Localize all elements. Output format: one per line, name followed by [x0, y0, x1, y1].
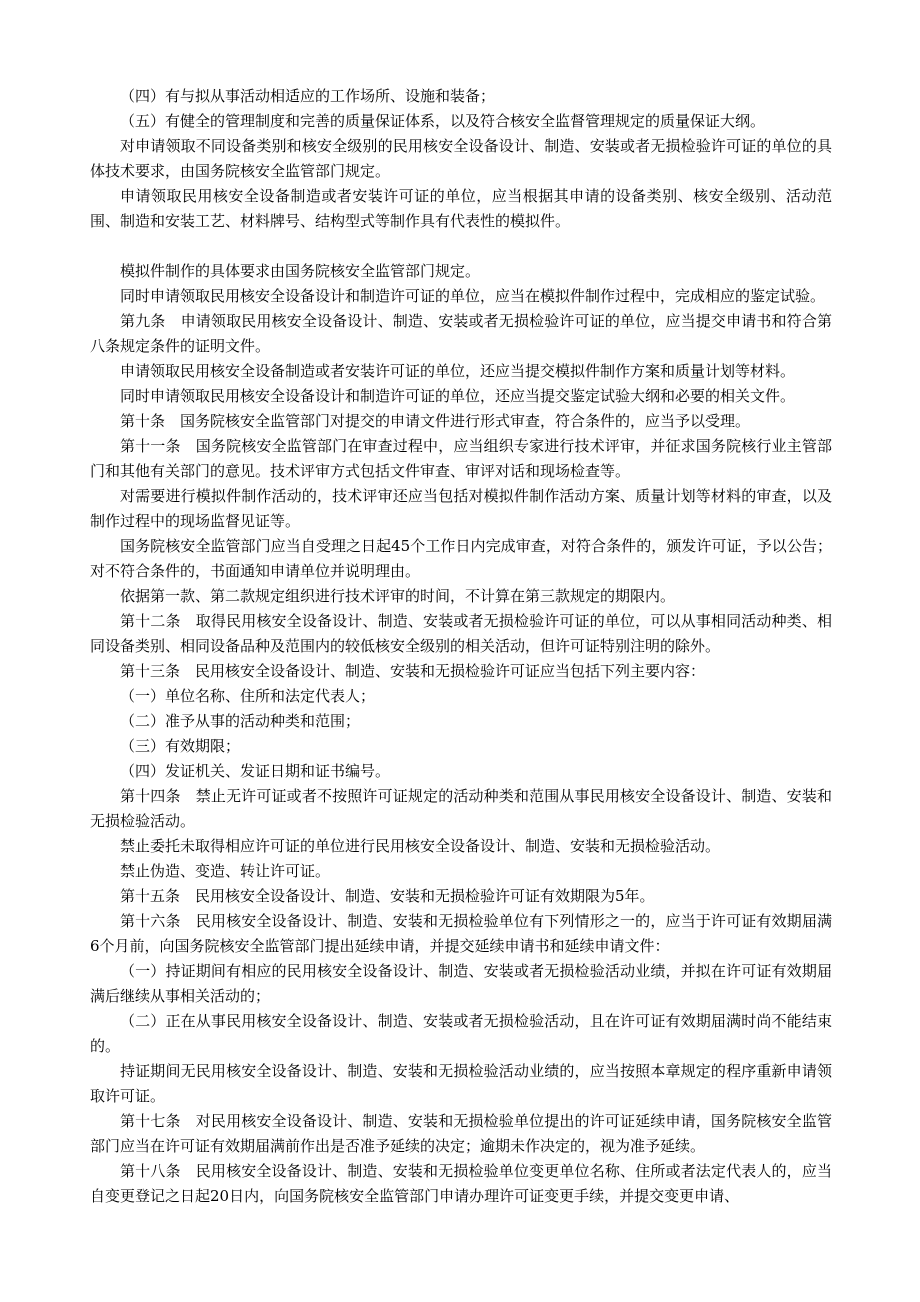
paragraph: 模拟件制作的具体要求由国务院核安全监管部门规定。	[120, 262, 481, 280]
paragraph: 对申请领取不同设备类别和核安全级别的民用核安全设备设计、制造、安装或者无损检验许可证的单位的具体技术要求，由国务院核安全监管部门规定。	[90, 137, 832, 180]
paragraph: 第九条 申请领取民用核安全设备设计、制造、安装或者无损检验许可证的单位，应当提交申请书和符合第八条规定条件的证明文件。	[90, 312, 832, 355]
paragraph: 第十八条 民用核安全设备设计、制造、安装和无损检验单位变更单位名称、住所或者法定代表人的，应当自变更登记之日起20日内，向国务院核安全监管部门申请办理许可证变更手续，并提交变更申请、	[90, 1162, 832, 1205]
paragraph: 第十一条 国务院核安全监管部门在审查过程中，应当组织专家进行技术评审，并征求国务院核行业主管部门和其他有关部门的意见。技术评审方式包括文件审查、审评对话和现场检查等。	[90, 437, 832, 480]
paragraph: 第十六条 民用核安全设备设计、制造、安装和无损检验单位有下列情形之一的，应当于许可证有效期届满6个月前，向国务院核安全监管部门提出延续申请，并提交延续申请书和延续申请文件：	[90, 912, 832, 955]
paragraph: （五）有健全的管理制度和完善的质量保证体系，以及符合核安全监督管理规定的质量保证大纲。	[120, 112, 766, 130]
paragraph: 禁止伪造、变造、转让许可证。	[120, 862, 331, 880]
paragraph: （二）正在从事民用核安全设备设计、制造、安装或者无损检验活动，且在许可证有效期届满时尚不能结束的。	[90, 1012, 832, 1055]
paragraph: 国务院核安全监管部门应当自受理之日起45个工作日内完成审查，对符合条件的，颁发许可证，予以公告；对不符合条件的，书面通知申请单位并说明理由。	[90, 537, 832, 580]
paragraph: 同时申请领取民用核安全设备设计和制造许可证的单位，应当在模拟件制作过程中，完成相应的鉴定试验。	[120, 287, 826, 305]
paragraph: 第十七条 对民用核安全设备设计、制造、安装和无损检验单位提出的许可证延续申请，国务院核安全监管部门应当在许可证有效期届满前作出是否准予延续的决定；逾期未作决定的，视为准予延续。	[90, 1112, 832, 1155]
paragraph: （一）持证期间有相应的民用核安全设备设计、制造、安装或者无损检验活动业绩，并拟在许可证有效期届满后继续从事相关活动的；	[90, 962, 832, 1005]
paragraph: 第十五条 民用核安全设备设计、制造、安装和无损检验许可证有效期限为5年。	[120, 887, 655, 905]
paragraph: （二）准予从事的活动种类和范围；	[120, 712, 361, 730]
paragraph: 依据第一款、第二款规定组织进行技术评审的时间，不计算在第三款规定的期限内。	[120, 587, 676, 605]
paragraph: 持证期间无民用核安全设备设计、制造、安装和无损检验活动业绩的，应当按照本章规定的程序重新申请领取许可证。	[90, 1062, 832, 1105]
paragraph: 同时申请领取民用核安全设备设计和制造许可证的单位，还应当提交鉴定试验大纲和必要的相关文件。	[120, 387, 796, 405]
paragraph: 第十三条 民用核安全设备设计、制造、安装和无损检验许可证应当包括下列主要内容：	[120, 662, 706, 680]
paragraph: 第十二条 取得民用核安全设备设计、制造、安装或者无损检验许可证的单位，可以从事相同活动种类、相同设备类别、相同设备品种及范围内的较低核安全级别的相关活动，但许可证特别注明的除外。	[90, 612, 832, 655]
blank-line	[90, 234, 832, 259]
paragraph: （三）有效期限；	[120, 737, 241, 755]
paragraph: 禁止委托未取得相应许可证的单位进行民用核安全设备设计、制造、安装和无损检验活动。	[120, 837, 721, 855]
paragraph: 申请领取民用核安全设备制造或者安装许可证的单位，还应当提交模拟件制作方案和质量计划等材料。	[120, 362, 796, 380]
paragraph: 第十条 国务院核安全监管部门对提交的申请文件进行形式审查，符合条件的，应当予以受理。	[120, 412, 751, 430]
paragraph: （四）发证机关、发证日期和证书编号。	[120, 762, 391, 780]
paragraph: 第十四条 禁止无许可证或者不按照许可证规定的活动种类和范围从事民用核安全设备设计、制造、安装和无损检验活动。	[90, 787, 832, 830]
paragraph: 对需要进行模拟件制作活动的，技术评审还应当包括对模拟件制作活动方案、质量计划等材料的审查，以及制作过程中的现场监督见证等。	[90, 487, 832, 530]
paragraph: （一）单位名称、住所和法定代表人；	[120, 687, 376, 705]
paragraph: 申请领取民用核安全设备制造或者安装许可证的单位，应当根据其申请的设备类别、核安全级别、活动范围、制造和安装工艺、材料牌号、结构型式等制作具有代表性的模拟件。	[90, 187, 832, 230]
paragraph: （四）有与拟从事活动相适应的工作场所、设施和装备；	[120, 87, 496, 105]
